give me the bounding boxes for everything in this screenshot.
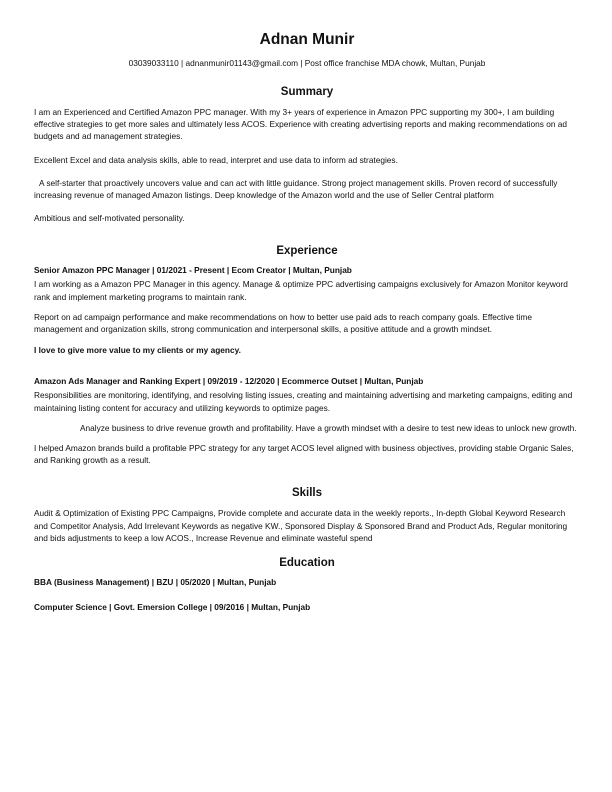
job-paragraph: Responsibilities are monitoring, identifying, and resolving listing issues, creating and maintaining advertising and marketing campaigns, editing and maintaining listing content for accuracy and utilizing keywords to optimize pages. [34,390,573,413]
skills-heading: Skills [291,487,323,500]
job-paragraph: Report on ad campaign performance and make recommendations on how to better use paid ads to reach company goals. Effective time management and organization skills, strong communication and interpersonal skills, a positive attitude and a growth mindset. [34,311,532,335]
contact-line: 03039033110 | adnanmunir01143@gmail.com | Post office franchise MDA chowk, Multan, Punjab [128,58,486,68]
experience-heading: Experience [276,245,338,258]
job-paragraph: Analyze business to drive revenue growth and profitability. Have a growth mindset with a desire to test new ideas to unlock new growth. [80,422,577,433]
job-paragraph: I helped Amazon brands build a profitable PPC strategy for any target ACOS level aligned with business objectives, providing stable Organic Sales, and Ranking growth as a result. [34,443,574,466]
education-item: BBA (Business Management) | BZU | 05/2020 | Multan, Punjab [34,577,277,588]
resume-page [34,30,580,613]
job-entry-1 [34,264,580,356]
summary-paragraph-1: I am an Experienced and Certified Amazon PPC manager. With my 3+ years of experience in Amazon PPC supporting my 300+, I am building effective strategies to get more sales and ultimately less ACOS. Experience with creating advertising reports and making recommendations on ad budgets and ad management strategies. [34,107,567,142]
education-item: Computer Science | Govt. Emersion College | 09/2016 | Multan, Punjab [34,602,311,613]
summary-heading: Summary [280,86,334,98]
education-heading: Education [279,557,335,570]
summary-paragraph-2: Excellent Excel and data analysis skills, able to read, interpret and use data to inform ad strategies. [34,154,398,165]
skills-text: Audit & Optimization of Existing PPC Campaigns, Provide complete and accurate data in the weekly reports., In-depth Global Keyword Research and Competitor Analysis, Add Irrelevant Keywords as negative KW., Sponsored Display & Sponsored Brand and Product Ads, Regular monitoring and bids adjustments to keep a low ACOS., Increase Revenue and eliminate wasteful spend [34,508,568,543]
summary-paragraph-3: A self-starter that proactively uncovers value and can act with little guidance. Strong project management skills. Proven record of successfully increasing revenue of managed Amazon listings. Deep knowledge of the Amazon world and the use of Seller Central platform [34,177,558,201]
job-title: Amazon Ads Manager and Ranking Expert | 09/2019 - 12/2020 | Ecommerce Outset | Multan, Punjab [34,376,424,387]
candidate-name: Adnan Munir [259,31,355,48]
job-title: Senior Amazon PPC Manager | 01/2021 - Present | Ecom Creator | Multan, Punjab [34,265,352,276]
job-highlight: I love to give more value to my clients or my agency. [34,345,241,356]
job-entry-2 [34,375,580,466]
summary-paragraph-4: Ambitious and self-motivated personality. [34,213,185,224]
job-paragraph: I am working as a Amazon PPC Manager in this agency. Manage & optimize PPC advertising campaigns exclusively for Amazon Monitor keyword rank and implement marketing programs to maintain rank. [34,279,568,302]
